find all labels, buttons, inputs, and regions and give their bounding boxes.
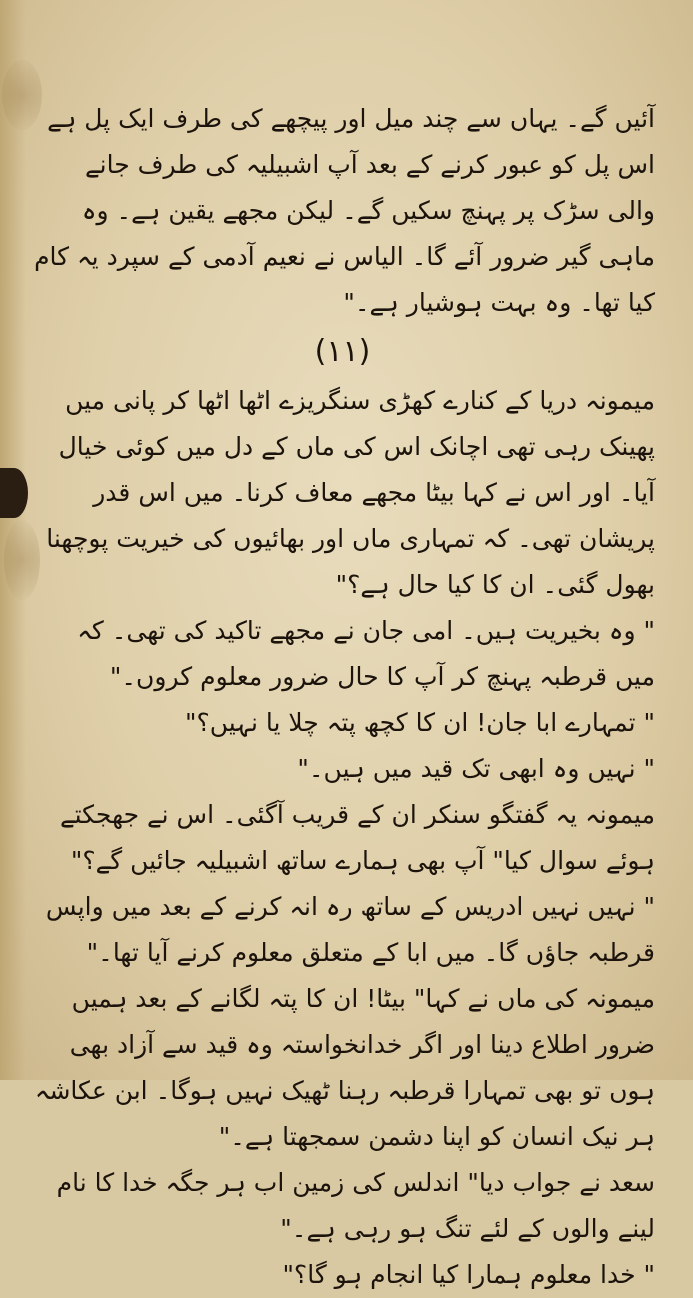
paragraph: میمونہ کی ماں نے کہا" بیٹا! ان کا پتہ لگانے کے بعد ہمیں ضرور اطلاع دینا اور اگر خدانخواستہ وہ قید سے آزاد بھی ہوں تو بھی تمہارا قرطبہ رہنا ٹھیک نہیں ہوگا۔ ابن عکاشہ ہر نیک انسان کو اپنا دشمن سمجھتا ہے۔" <box>34 984 655 1151</box>
dialogue-line: " نہیں وہ ابھی تک قید میں ہیں۔" <box>297 754 655 783</box>
paragraph: " وہ بخیریت ہیں۔ امی جان نے مجھے تاکید کی تھی۔ کہ میں قرطبہ پہنچ کر آپ کا حال ضرور معلوم کروں۔" <box>77 616 655 691</box>
chapter-number: (۱۱) <box>314 334 371 369</box>
paragraph: میمونہ یہ گفتگو سنکر ان کے قریب آگئی۔ اس نے جھجکتے ہوئے سوال کیا" آپ بھی ہمارے ساتھ اشبیلیہ جائیں گے؟" <box>59 800 655 875</box>
dialogue-line: " تمہارے ابا جان! ان کا کچھ پتہ چلا یا نہیں؟" <box>184 708 655 737</box>
page-damage-hole <box>0 468 28 518</box>
paragraph: میمونہ دریا کے کنارے کھڑی سنگریزے اٹھا اٹھا کر پانی میں پھینک رہی تھی اچانک اس کی ماں کے دل میں کوئی خیال آیا۔ اور اس نے کہا بیٹا مجھے معاف کرنا۔ میں اس قدر پریشان تھی۔ کہ تمہاری ماں اور بھائیوں کی خیریت پوچھنا بھول گئی۔ ان کا کیا حال ہے؟" <box>46 386 655 599</box>
dialogue-line: " خدا معلوم ہمارا کیا انجام ہو گا؟" <box>282 1260 655 1289</box>
page-text <box>30 96 655 1298</box>
paragraph: " نہیں نہیں ادریس کے ساتھ رہ انہ کرنے کے بعد میں واپس قرطبہ جاؤں گا۔ میں ابا کے متعلق معلوم کرنے آیا تھا۔" <box>45 892 655 967</box>
paragraph: آئیں گے۔ یہاں سے چند میل اور پیچھے کی طرف ایک پل ہے اس پل کو عبور کرنے کے بعد آپ اشبیلیہ کی طرف جانے والی سڑک پر پہنچ سکیں گے۔ لیکن مجھے یقین ہے۔ وہ ماہی گیر ضرور آئے گا۔ الیاس نے نعیم آدمی کے سپرد یہ کام کیا تھا۔ وہ بہت ہوشیار ہے۔" <box>34 104 655 317</box>
paragraph: سعد نے جواب دیا" اندلس کی زمین اب ہر جگہ خدا کا نام لینے والوں کے لئے تنگ ہو رہی ہے۔" <box>56 1168 655 1243</box>
